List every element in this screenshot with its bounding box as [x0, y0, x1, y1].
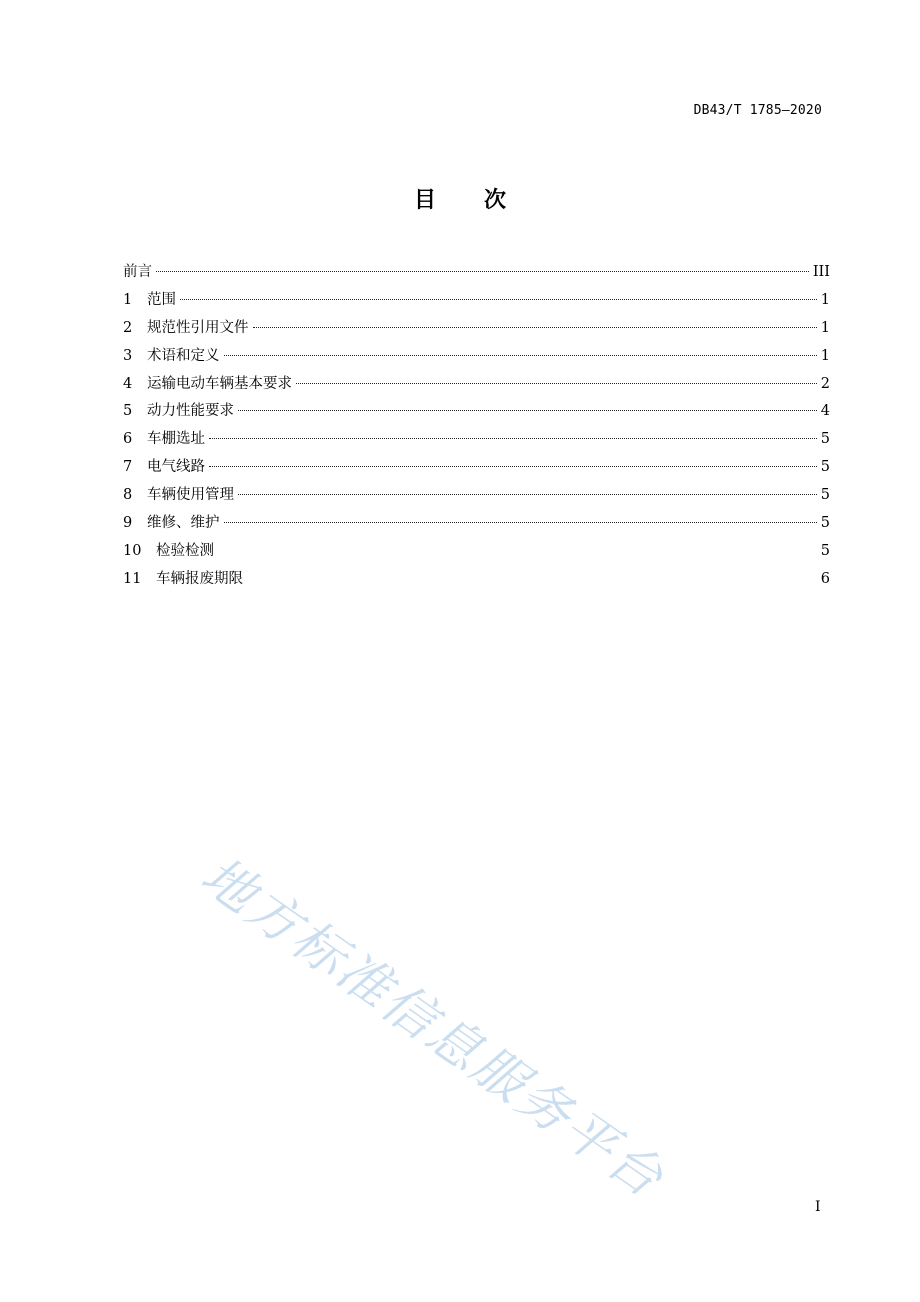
toc-leader: [209, 438, 817, 439]
toc-number: 1: [123, 291, 133, 308]
toc-leader: [238, 410, 817, 411]
standard-code: DB43/T 1785—2020: [693, 103, 822, 118]
toc-page: 5: [820, 459, 830, 476]
toc-page: 5: [820, 431, 830, 448]
toc-entry-4[interactable]: [123, 372, 830, 400]
watermark: 地方标准信息服务平台: [190, 845, 676, 1211]
toc-leader: [253, 327, 817, 328]
toc-leader: [209, 466, 817, 467]
toc-number: 2: [123, 319, 133, 336]
toc-label: 维修、维护: [147, 515, 220, 532]
toc-number: 6: [123, 431, 133, 448]
toc-label: 车棚选址: [147, 431, 205, 448]
toc-entry-5[interactable]: [123, 399, 830, 427]
toc-page: 5: [820, 542, 830, 559]
toc-entry-7[interactable]: [123, 455, 830, 483]
page-number: I: [815, 1199, 821, 1215]
toc-label: 术语和定义: [147, 347, 220, 364]
toc-label: 车辆使用管理: [147, 487, 234, 504]
toc-label: 规范性引用文件: [147, 319, 249, 336]
toc-entry-11[interactable]: [123, 567, 830, 595]
toc-label: 运输电动车辆基本要求: [147, 375, 292, 392]
toc-page: 2: [820, 375, 830, 392]
toc-entry-8[interactable]: [123, 483, 830, 511]
title-char-1: 目: [413, 188, 436, 213]
toc-page: 6: [820, 570, 830, 587]
toc-number: 11: [123, 570, 142, 587]
toc-label: 前言: [123, 264, 152, 280]
toc-leader: [156, 271, 809, 272]
toc-number: 3: [123, 347, 133, 364]
toc-entry-6[interactable]: [123, 427, 830, 455]
toc-number: 9: [123, 515, 133, 532]
toc-leader: [224, 522, 817, 523]
toc-number: 8: [123, 487, 133, 504]
toc-entry-3[interactable]: [123, 344, 830, 372]
table-of-contents: [123, 260, 830, 595]
toc-label: 电气线路: [147, 459, 205, 476]
toc-number: 10: [123, 542, 142, 559]
toc-label: 范围: [147, 291, 176, 308]
toc-entry-1[interactable]: [123, 288, 830, 316]
toc-page: III: [812, 264, 830, 280]
toc-entry-10[interactable]: [123, 539, 830, 567]
toc-entry-2[interactable]: [123, 316, 830, 344]
toc-entry-9[interactable]: [123, 511, 830, 539]
toc-number: 7: [123, 459, 133, 476]
page-title: [0, 183, 920, 214]
toc-leader: [224, 355, 817, 356]
title-char-2: 次: [484, 188, 507, 213]
toc-leader: [180, 299, 817, 300]
toc-page: 5: [820, 515, 830, 532]
toc-leader: [238, 494, 817, 495]
toc-page: 4: [820, 403, 830, 420]
toc-page: 5: [820, 487, 830, 504]
toc-entry-foreword[interactable]: [123, 260, 830, 288]
toc-number: 4: [123, 375, 133, 392]
toc-leader: [296, 383, 817, 384]
toc-page: 1: [820, 347, 830, 364]
toc-number: 5: [123, 403, 133, 420]
toc-label: 车辆报废期限: [156, 570, 243, 587]
toc-label: 检验检测: [156, 542, 214, 559]
toc-page: 1: [820, 291, 830, 308]
toc-label: 动力性能要求: [147, 403, 234, 420]
toc-page: 1: [820, 319, 830, 336]
